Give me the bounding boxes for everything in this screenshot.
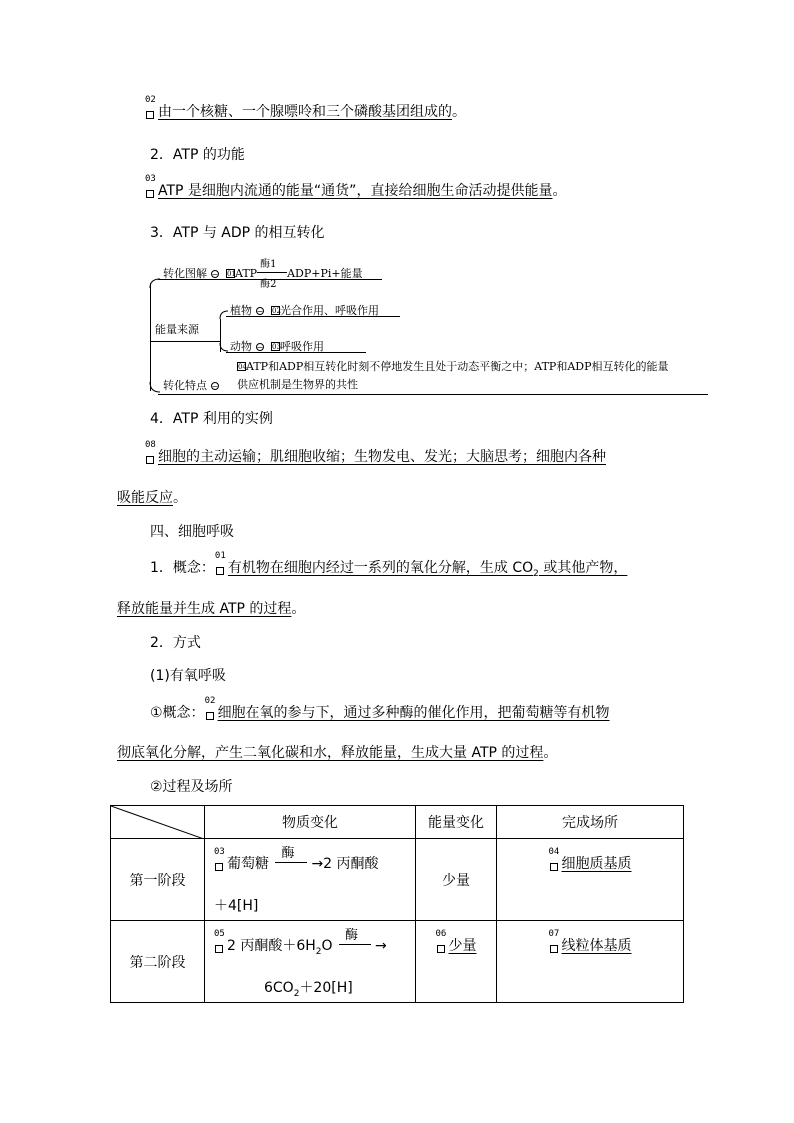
- material-line-2: ＋4[H]: [214, 898, 259, 914]
- diagram-feature-label: 转化特点 −: [163, 379, 219, 392]
- diagram-plant-row: 植物 − 02光合作用、呼吸作用: [230, 304, 379, 317]
- number-badge: 02: [272, 307, 281, 315]
- minus-circle-icon: −: [211, 382, 219, 391]
- material-cell: 05 2 丙酮酸$+6H_2O$ 酶 → $6CO_2+20[H]$: [205, 921, 416, 1003]
- aerobic-concept-line-cont: 彻底氧化分解，产生二氧化碳和水，释放能量，生成大量 ATP 的过程。: [117, 745, 558, 761]
- heading-atp-function: 2．ATP 的功能: [150, 147, 245, 163]
- header-energy-change: 能量变化: [416, 806, 497, 839]
- blank-marker: 08: [145, 450, 157, 464]
- blank-marker: 06: [436, 939, 448, 953]
- table-row: [111, 839, 684, 921]
- material-cell: 03 葡萄糖 酶 →2 丙酮酸 ＋4[H]: [205, 839, 416, 921]
- enzyme-arrow: 酶: [273, 856, 311, 870]
- stage-cell: 第二阶段: [111, 921, 205, 1003]
- location-cell: 07 线粒体基质: [497, 921, 684, 1003]
- heading-atp-examples: 4．ATP 利用的实例: [150, 411, 273, 427]
- diagram-row-conversion: 转化图解 − 01ATP 酶1 酶2 ADP+Pi+能量: [163, 259, 363, 290]
- blank-marker: 04: [549, 857, 561, 871]
- answer-line-08: 08 细胞的主动运输；肌细胞收缩；生物发电、发光；大脑思考；细胞内各种: [145, 440, 606, 465]
- heading-aerobic: (1)有氧呼吸: [150, 668, 226, 684]
- number-badge: 01: [227, 270, 236, 278]
- respiration-table: [110, 805, 684, 1003]
- table-row: [111, 921, 684, 1003]
- concept-line-01-cont: 释放能量并生成 ATP 的过程。: [117, 601, 306, 617]
- table-header-row: [111, 806, 684, 839]
- diagram-energy-source-label: 能量来源: [155, 323, 199, 336]
- diagram-feature-text-2: 供应机制是生物界的共性: [237, 378, 358, 391]
- heading-atp-adp: 3．ATP 与 ADP 的相互转化: [150, 225, 325, 241]
- blank-marker: 07: [549, 939, 561, 953]
- aerobic-concept-line: ①概念： 02 细胞在氧的参与下，通过多种酶的催化作用，把葡萄糖等有机物: [150, 696, 610, 721]
- material-line-2: $6CO_2+20[H]$: [264, 979, 353, 999]
- heading-method: 2．方式: [150, 635, 201, 651]
- minus-circle-icon: −: [256, 343, 264, 352]
- minus-circle-icon: −: [256, 307, 264, 316]
- table-corner-cell: [111, 806, 205, 839]
- blank-marker: 02: [145, 105, 157, 119]
- minus-circle-icon: −: [211, 270, 219, 279]
- blank-marker: 05: [214, 939, 226, 953]
- answer-line-02: 02 由一个核糖、一个腺嘌呤和三个磷酸基团组成的。: [145, 95, 466, 120]
- location-cell: 04 细胞质基质: [497, 839, 684, 921]
- header-location: 完成场所: [497, 806, 684, 839]
- diagram-animal-row: 动物 − 03呼吸作用: [230, 340, 324, 353]
- section-heading-respiration: 四、细胞呼吸: [150, 524, 234, 540]
- diagram-feature-text-1: 04ATP和ADP相互转化时刻不停地发生且处于动态平衡之中；ATP和ADP相互转化的能量: [238, 360, 669, 373]
- number-badge: 04: [238, 363, 247, 371]
- blank-marker: 02: [205, 706, 217, 720]
- answer-line-08-cont: 吸能反应。: [117, 490, 187, 506]
- concept-line-01: 1．概念： 01 有机物在细胞内经过一系列的氧化分解，生成 $CO_2$ 或其他产物，: [150, 551, 628, 579]
- heading-process-location: ②过程及场所: [150, 779, 233, 795]
- blank-marker: 01: [215, 561, 227, 575]
- answer-line-03: 03 ATP 是细胞内流通的能量“通货”，直接给细胞生命活动提供能量。: [145, 174, 567, 199]
- number-badge: 03: [272, 343, 281, 351]
- enzyme-arrow: 酶: [337, 938, 375, 952]
- stage-cell: 第一阶段: [111, 839, 205, 921]
- energy-cell: 少量: [416, 839, 497, 921]
- header-material-change: 物质变化: [205, 806, 416, 839]
- energy-cell: 06 少量: [416, 921, 497, 1003]
- blank-marker: 03: [145, 184, 157, 198]
- blank-marker: 03: [214, 857, 226, 871]
